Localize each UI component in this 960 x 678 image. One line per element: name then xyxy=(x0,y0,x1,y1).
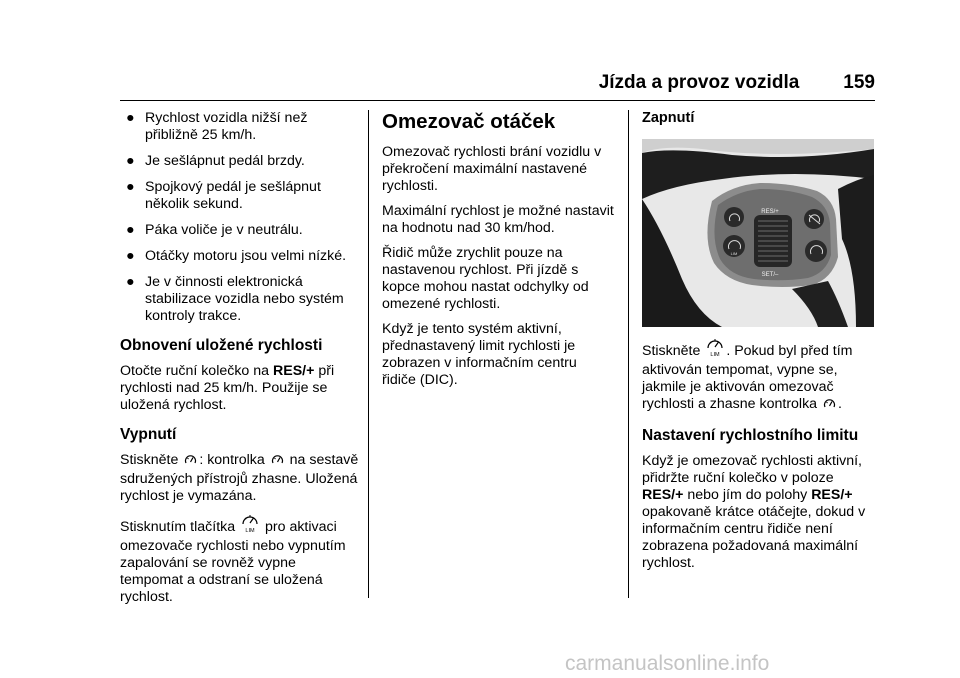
on-heading: Zapnutí xyxy=(642,110,695,126)
svg-text:SET/–: SET/– xyxy=(761,272,779,278)
list-item: ● Rychlost vozidla nižší než přibližně 25 km/h. xyxy=(126,110,308,143)
list-item: ● Je v činnosti elektronická stabilizace vozidla nebo systém kontroly trakce. xyxy=(126,274,344,324)
bullet-icon: ● xyxy=(126,248,135,264)
list-item: ● Je sešlápnut pedál brzdy. xyxy=(126,153,305,169)
resume-paragraph: Otočte ruční kolečko na RES/+ při rychlosti nad 25 km/h. Použije se uložená rychlost. xyxy=(120,363,335,413)
res-key: RES/+ xyxy=(642,487,684,503)
section-title: Jízda a provoz vozidla xyxy=(598,72,800,93)
page-number: 159 xyxy=(843,72,875,93)
limiter-paragraph: Maximální rychlost je možné nastavit na hodnotu nad 30 km/hod. xyxy=(382,203,614,236)
column-divider xyxy=(368,110,369,598)
limiter-paragraph: Když je tento systém aktivní, přednastavený limit rychlosti je zobrazen v informačním centru řidiče (DIC). xyxy=(382,321,577,388)
limiter-paragraph: Omezovač rychlosti brání vozidlu v překročení maximální nastavené rychlosti. xyxy=(382,144,602,194)
limiter-heading: Omezovač otáček xyxy=(382,110,556,133)
column-3 xyxy=(642,110,876,580)
cruise-control-icon xyxy=(184,453,197,471)
bullet-icon: ● xyxy=(126,179,135,195)
list-item: ● Otáčky motoru jsou velmi nízké. xyxy=(126,248,347,264)
resume-heading: Obnovení uložené rychlosti xyxy=(120,337,323,354)
svg-text:LIM: LIM xyxy=(710,352,720,357)
column-divider xyxy=(628,110,629,598)
set-limit-paragraph: Když je omezovač rychlosti aktivní, přidržte ruční kolečko v poloze RES/+ nebo jím do polohy RES/+ opakovaně krátce otáčejte, dokud v informačním centru řidiče není zobrazena požadovaná maximální rychlost. xyxy=(642,453,866,571)
steering-wheel-controls-image xyxy=(642,139,874,327)
header-rule xyxy=(120,100,875,101)
watermark: carmanualsonline.info xyxy=(565,652,770,675)
limiter-paragraph: Řidič může zrychlit pouze na nastavenou rychlost. Při jízdě s kopce mohou nastat odchylky od omezené rychlosti. xyxy=(382,245,589,312)
bullet-icon: ● xyxy=(126,222,135,238)
svg-text:LIM: LIM xyxy=(245,528,255,533)
svg-text:LIM: LIM xyxy=(730,251,738,256)
page-header xyxy=(0,72,875,94)
svg-text:RES/+: RES/+ xyxy=(761,209,779,215)
off-paragraph-2: Stisknutím tlačítka LIM pro aktivaci omezovače rychlosti nebo vypnutím zapalování se rovněž vypne tempomat a odstraní se uložená rychlost. xyxy=(120,513,360,606)
list-item: ● Páka voliče je v neutrálu. xyxy=(126,222,303,238)
off-paragraph-1: Stiskněte : kontrolka na sestavě sdružených přístrojů zhasne. Uložená rychlost je vymazána. xyxy=(120,452,359,504)
column-2 xyxy=(382,110,614,397)
cruise-control-icon xyxy=(823,397,836,415)
column-1 xyxy=(120,110,360,614)
res-key: RES/+ xyxy=(811,487,853,503)
set-limit-heading: Nastavení rychlostního limitu xyxy=(642,427,859,444)
speed-limiter-lim-icon xyxy=(706,337,724,362)
condition-list xyxy=(120,110,360,325)
res-key: RES/+ xyxy=(273,363,315,379)
off-heading: Vypnutí xyxy=(120,426,177,443)
cruise-control-icon xyxy=(271,453,284,471)
list-item: ● Spojkový pedál je sešlápnut několik sekund. xyxy=(126,179,321,212)
bullet-icon: ● xyxy=(126,153,135,169)
bullet-icon: ● xyxy=(126,274,135,290)
on-paragraph: Stiskněte LIM . Pokud byl před tím aktivován tempomat, vypne se, jakmile je aktivován omezovač rychlosti a zhasne kontrolka . xyxy=(642,337,876,415)
bullet-icon: ● xyxy=(126,110,135,126)
speed-limiter-lim-icon xyxy=(241,513,259,538)
